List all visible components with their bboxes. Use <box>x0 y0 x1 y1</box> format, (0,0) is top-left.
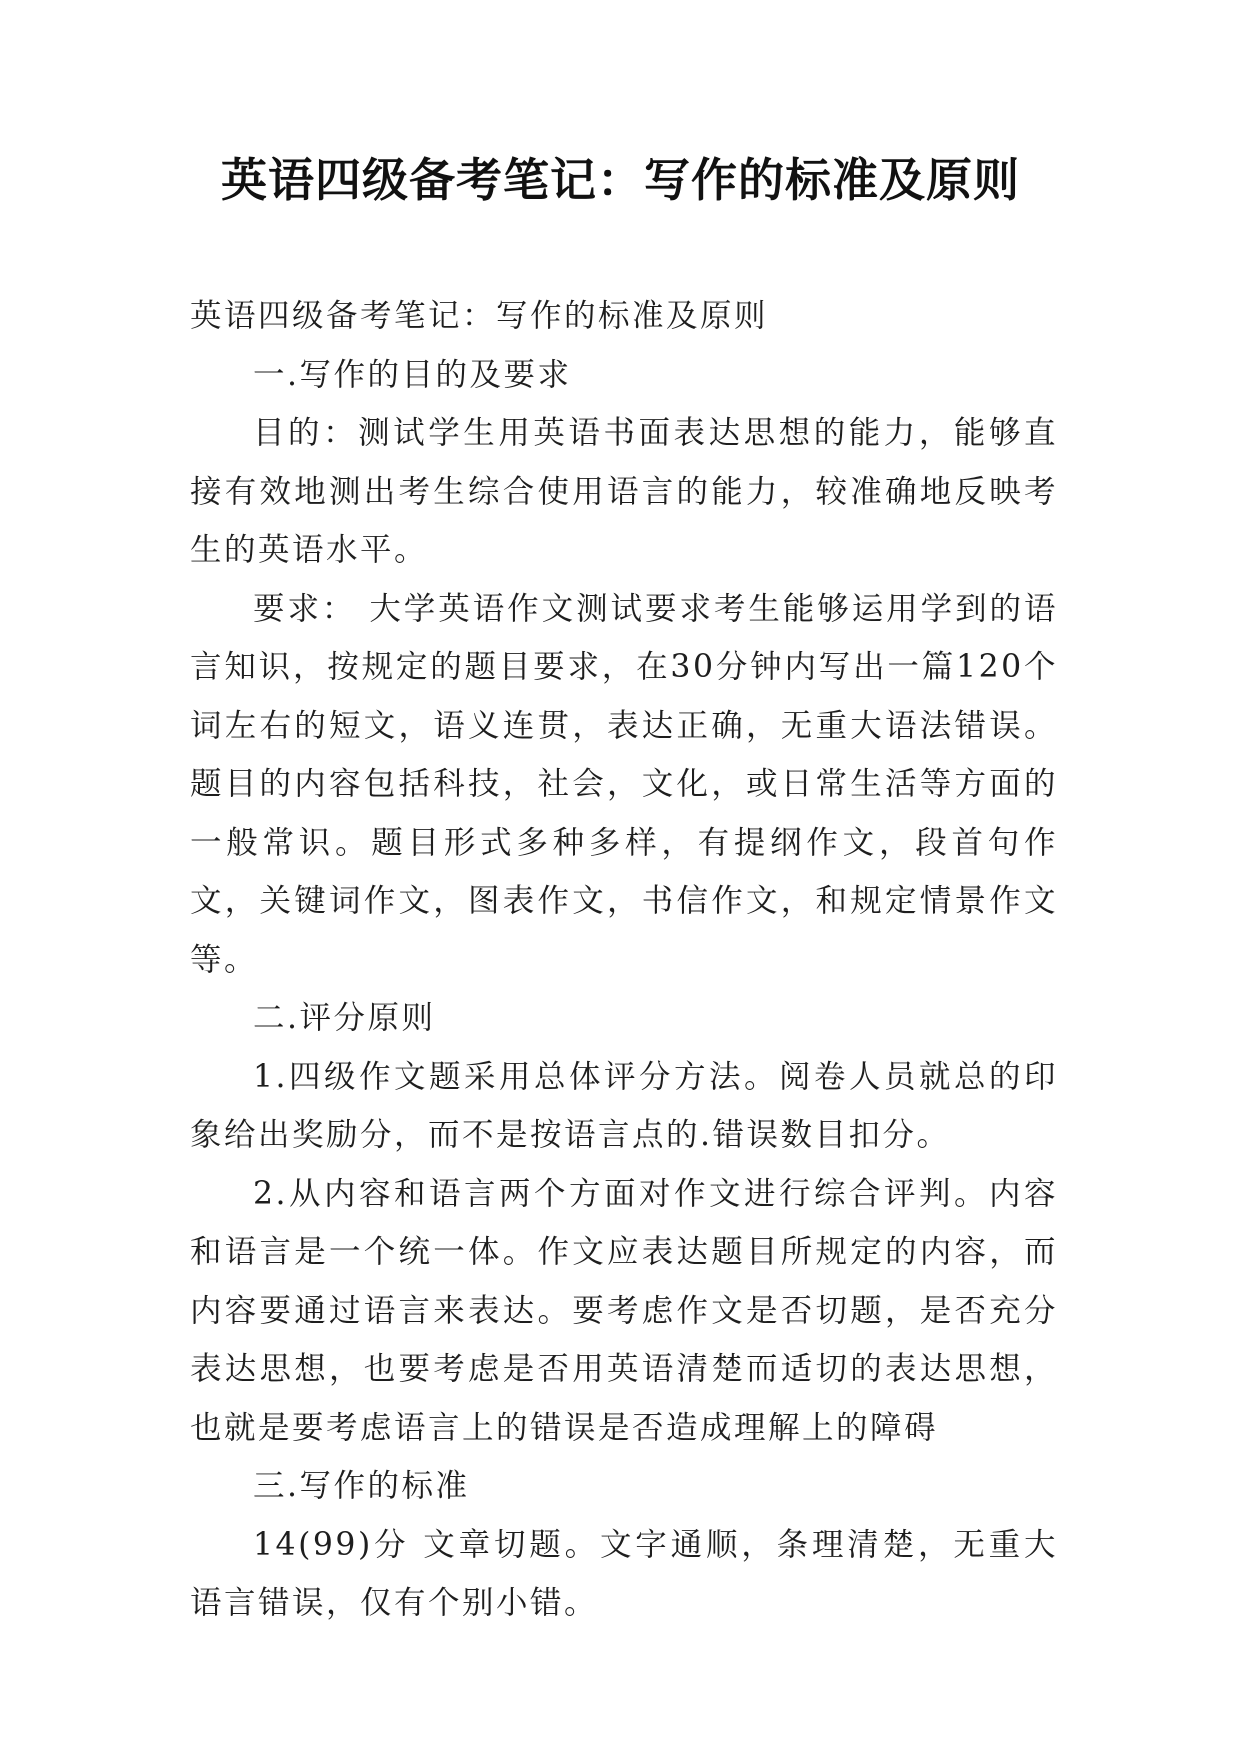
document-body <box>190 287 1058 1633</box>
section-heading-scoring: 二.评分原则 <box>253 1000 436 1036</box>
section-heading-standards: 三.写作的标准 <box>253 1468 470 1504</box>
paragraph-purpose: 目的：测试学生用英语书面表达思想的能力，能够直接有效地测出考生综合使用语言的能力，较准确地反映考生的英语水平。 <box>190 415 1058 568</box>
paragraph-standard-14: 14(99)分 文章切题。文字通顺，条理清楚，无重大语言错误，仅有个别小错。 <box>190 1526 1058 1621</box>
paragraph-requirements: 要求： 大学英语作文测试要求考生能够运用学到的语言知识，按规定的题目要求，在30分钟内写出一篇120个词左右的短文，语义连贯，表达正确，无重大语法错误。题目的内容包括科技，社会，文化，或日常生活等方面的一般常识。题目形式多种多样，有提纲作文，段首句作文，关键词作文，图表作文，书信作文，和规定情景作文等。 <box>190 590 1058 978</box>
paragraph-scoring-2: 2.从内容和语言两个方面对作文进行综合评判。内容和语言是一个统一体。作文应表达题目所规定的内容，而内容要通过语言来表达。要考虑作文是否切题，是否充分表达思想，也要考虑是否用英语清楚而适切的表达思想，也就是要考虑语言上的错误是否造成理解上的障碍 <box>190 1175 1058 1446</box>
paragraph-heading: 英语四级备考笔记：写作的标准及原则 <box>190 298 769 334</box>
paragraph-scoring-1: 1.四级作文题采用总体评分方法。阅卷人员就总的印象给出奖励分，而不是按语言点的.错误数目扣分。 <box>190 1058 1058 1153</box>
document-title: 英语四级备考笔记：写作的标准及原则 <box>221 153 1020 207</box>
section-heading-purpose: 一.写作的目的及要求 <box>253 356 572 393</box>
